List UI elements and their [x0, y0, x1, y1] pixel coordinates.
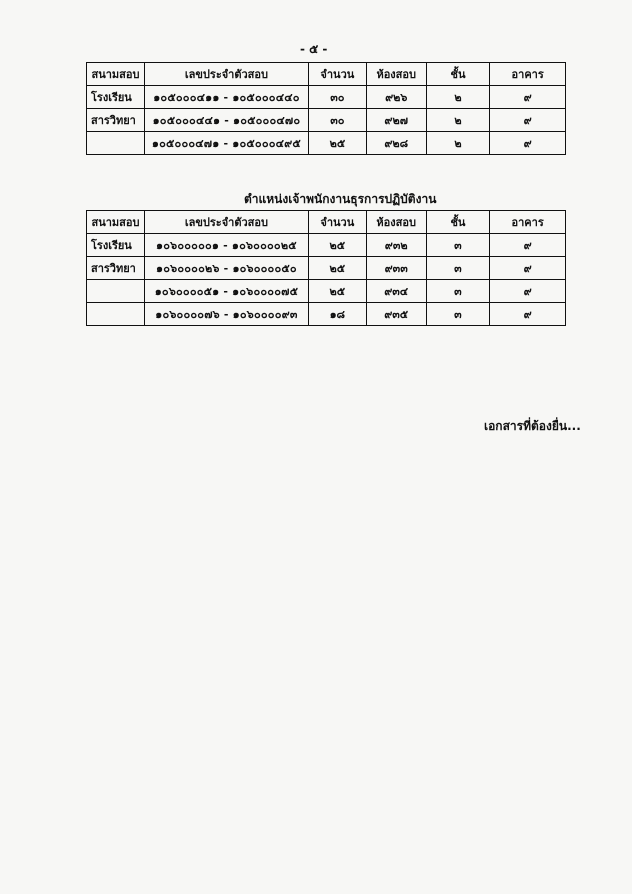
header-venue: สนามสอบ	[87, 63, 145, 86]
table-row	[87, 303, 566, 326]
exam-ids-cell: ๑๐๕๐๐๐๔๔๑ - ๑๐๕๐๐๐๔๗๐	[144, 109, 308, 132]
count-cell: ๒๕	[308, 234, 366, 257]
header-floor: ชั้น	[426, 63, 490, 86]
continue-note: เอกสารที่ต้องยื่น...	[484, 419, 581, 433]
exam-ids-cell: ๑๐๖๐๐๐๐๒๖ - ๑๐๖๐๐๐๐๕๐	[144, 257, 308, 280]
venue-cell	[87, 132, 145, 155]
venue-cell	[87, 280, 145, 303]
exam-ids-cell: ๑๐๕๐๐๐๔๑๑ - ๑๐๕๐๐๐๔๔๐	[144, 86, 308, 109]
building-cell: ๙	[490, 109, 566, 132]
exam-room-table-2	[86, 210, 566, 326]
venue-cell: สารวิทยา	[87, 257, 145, 280]
venue-cell	[87, 303, 145, 326]
floor-cell: ๓	[426, 280, 490, 303]
table-header-row	[87, 63, 566, 86]
header-venue: สนามสอบ	[87, 211, 145, 234]
table-header-row	[87, 211, 566, 234]
header-count: จำนวน	[308, 211, 366, 234]
count-cell: ๒๕	[308, 132, 366, 155]
venue-cell: สารวิทยา	[87, 109, 145, 132]
header-floor: ชั้น	[426, 211, 490, 234]
building-cell: ๙	[490, 234, 566, 257]
count-cell: ๒๕	[308, 257, 366, 280]
header-count: จำนวน	[308, 63, 366, 86]
venue-cell: โรงเรียน	[87, 234, 145, 257]
header-room: ห้องสอบ	[366, 63, 426, 86]
room-cell: ๙๒๗	[366, 109, 426, 132]
room-cell: ๙๓๓	[366, 257, 426, 280]
building-cell: ๙	[490, 280, 566, 303]
venue-cell: โรงเรียน	[87, 86, 145, 109]
floor-cell: ๓	[426, 234, 490, 257]
header-exam-ids: เลขประจำตัวสอบ	[144, 211, 308, 234]
room-cell: ๙๓๔	[366, 280, 426, 303]
exam-ids-cell: ๑๐๖๐๐๐๐๕๑ - ๑๐๖๐๐๐๐๗๕	[144, 280, 308, 303]
exam-ids-cell: ๑๐๖๐๐๐๐๐๑ - ๑๐๖๐๐๐๐๒๕	[144, 234, 308, 257]
floor-cell: ๓	[426, 303, 490, 326]
count-cell: ๓๐	[308, 86, 366, 109]
floor-cell: ๒	[426, 86, 490, 109]
room-cell: ๙๒๘	[366, 132, 426, 155]
building-cell: ๙	[490, 132, 566, 155]
section-title: ตำแหน่งเจ้าพนักงานธุรการปฏิบัติงาน	[244, 192, 437, 206]
header-room: ห้องสอบ	[366, 211, 426, 234]
page-number: - ๕ -	[300, 42, 328, 56]
room-cell: ๙๓๕	[366, 303, 426, 326]
building-cell: ๙	[490, 86, 566, 109]
table-row	[87, 280, 566, 303]
room-cell: ๙๒๖	[366, 86, 426, 109]
floor-cell: ๒	[426, 109, 490, 132]
table-row	[87, 132, 566, 155]
count-cell: ๑๘	[308, 303, 366, 326]
header-exam-ids: เลขประจำตัวสอบ	[144, 63, 308, 86]
table-row	[87, 109, 566, 132]
exam-room-table-1	[86, 62, 566, 155]
count-cell: ๓๐	[308, 109, 366, 132]
count-cell: ๒๕	[308, 280, 366, 303]
room-cell: ๙๓๒	[366, 234, 426, 257]
exam-ids-cell: ๑๐๖๐๐๐๐๗๖ - ๑๐๖๐๐๐๐๙๓	[144, 303, 308, 326]
floor-cell: ๓	[426, 257, 490, 280]
header-building: อาคาร	[490, 211, 566, 234]
table-row	[87, 257, 566, 280]
exam-ids-cell: ๑๐๕๐๐๐๔๗๑ - ๑๐๕๐๐๐๔๙๕	[144, 132, 308, 155]
floor-cell: ๒	[426, 132, 490, 155]
header-building: อาคาร	[490, 63, 566, 86]
table-row	[87, 86, 566, 109]
table-row	[87, 234, 566, 257]
building-cell: ๙	[490, 303, 566, 326]
building-cell: ๙	[490, 257, 566, 280]
